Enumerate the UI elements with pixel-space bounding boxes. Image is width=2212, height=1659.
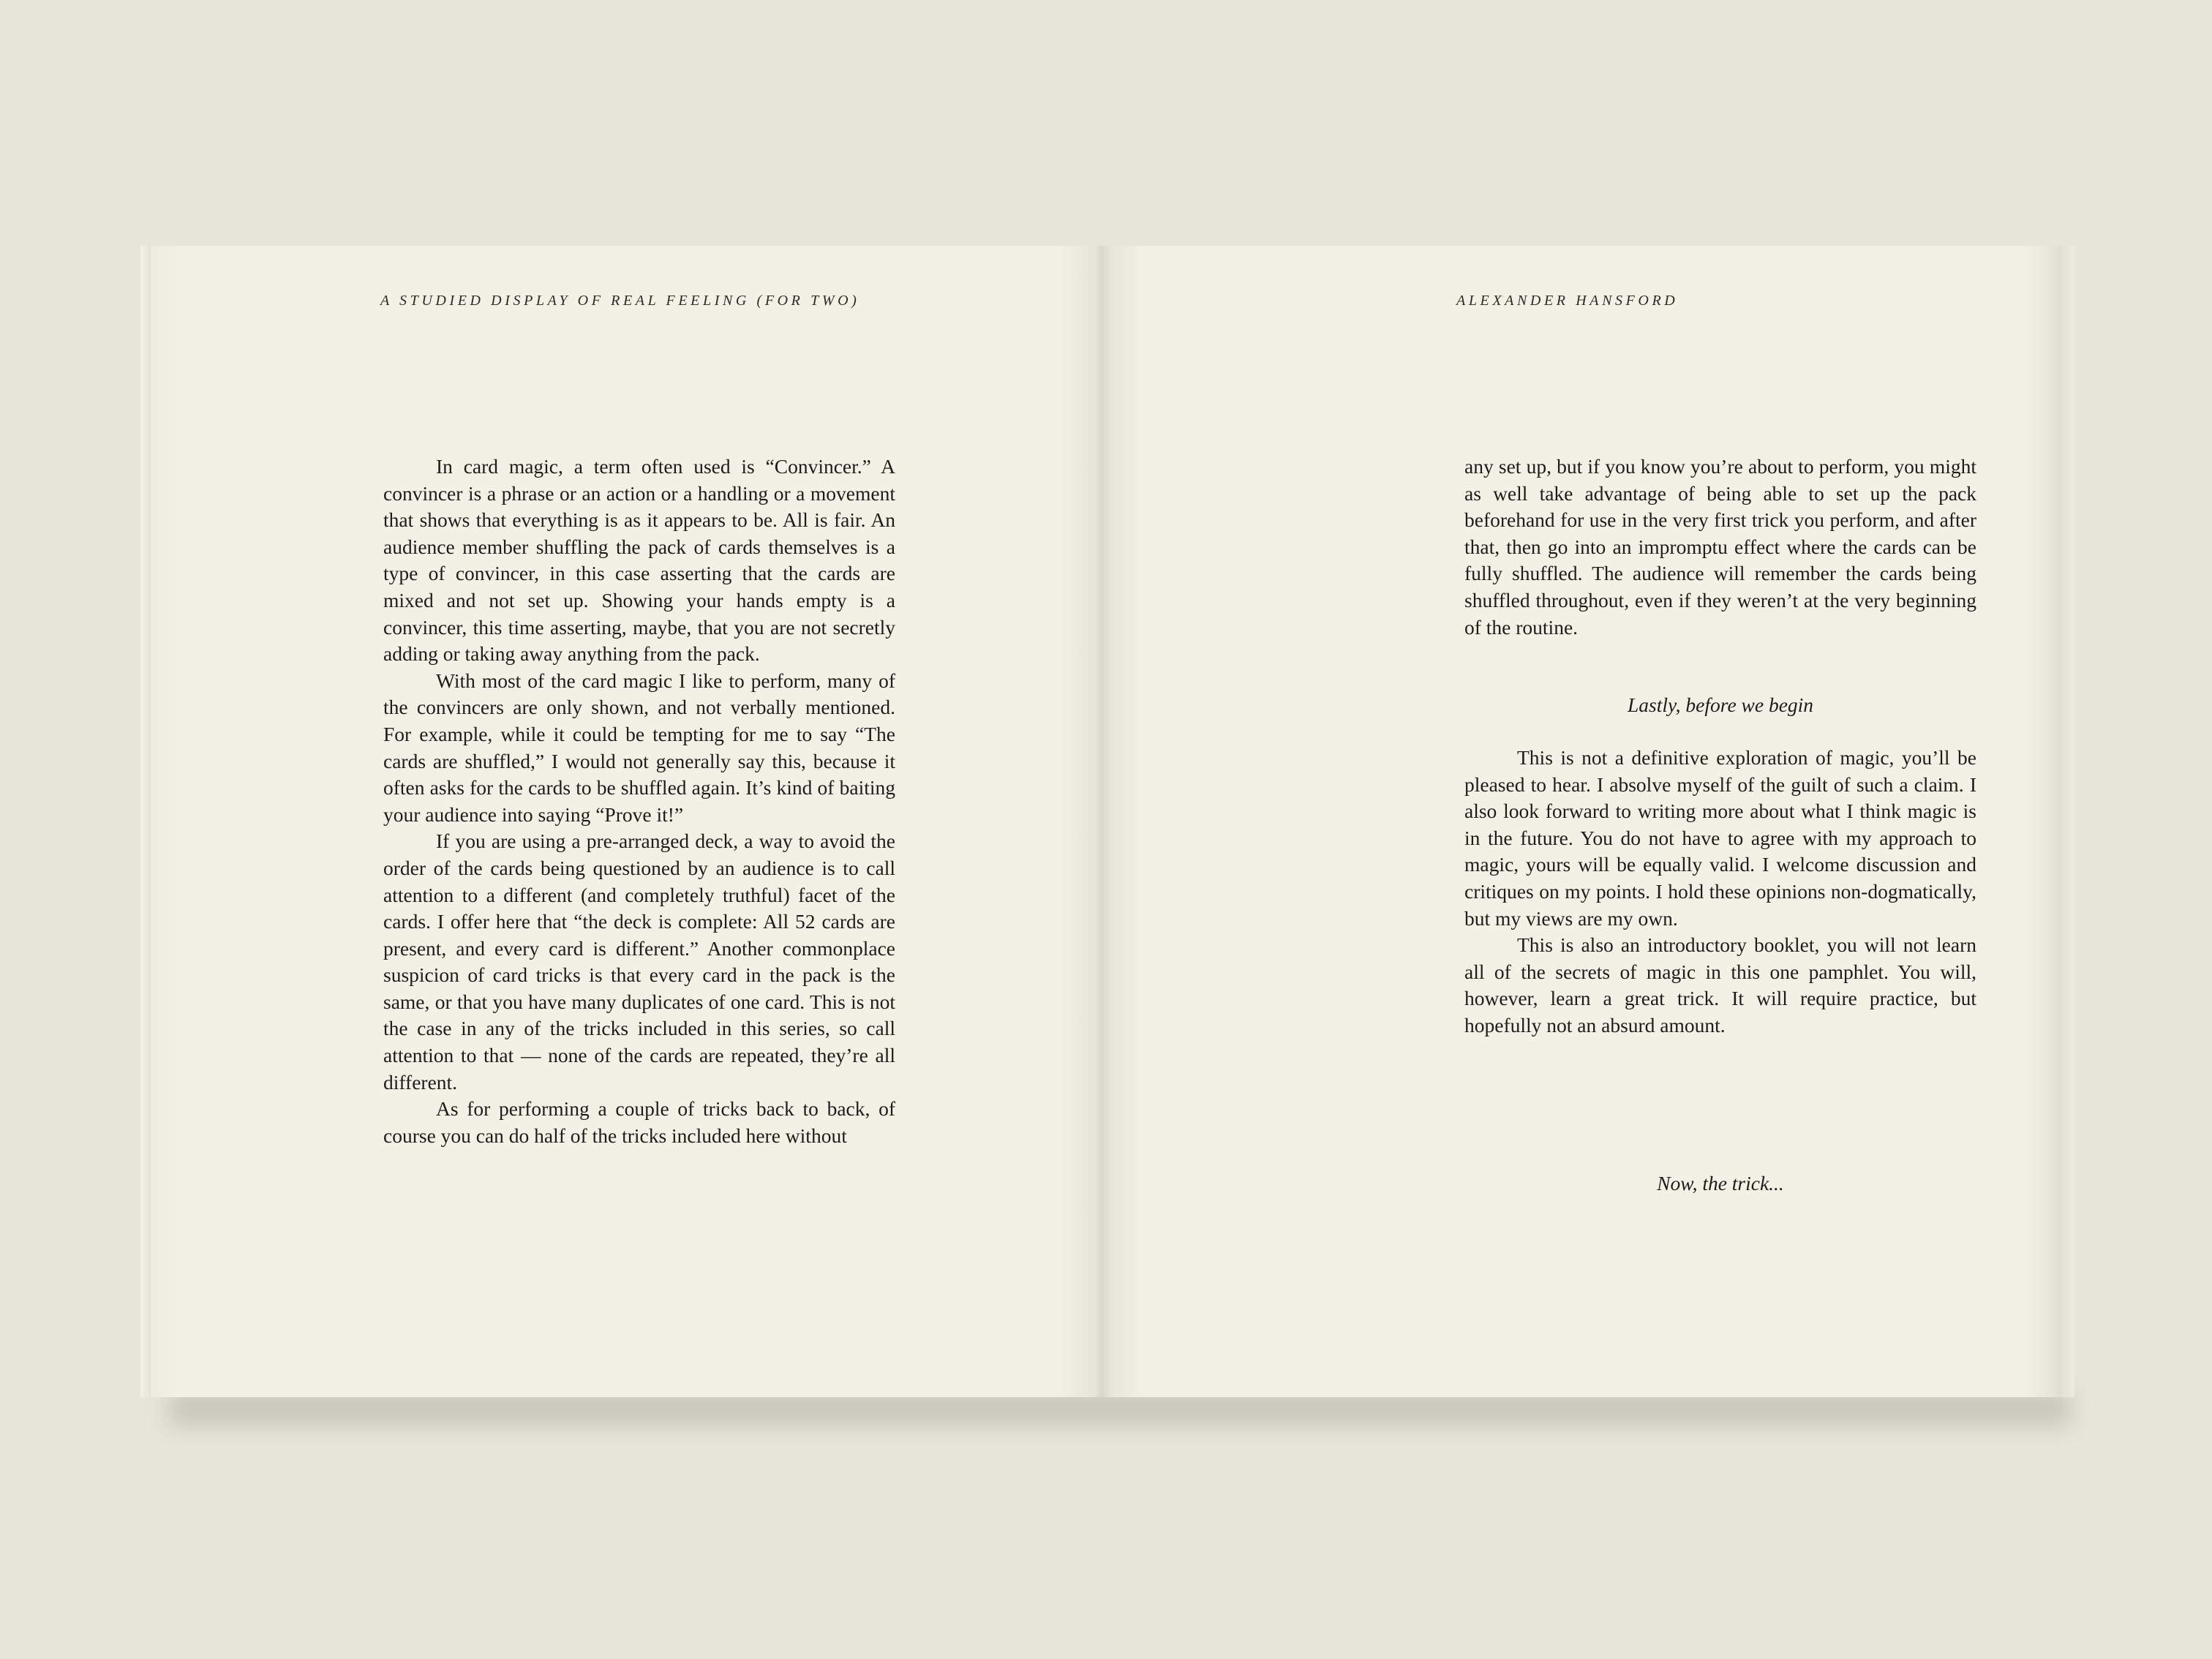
right-paragraph-1: This is not a definitive exploration of magic, you’ll be pleased to hear. I absolve myself of the guilt of such a claim. I also look forward to writing more about what I think magic is in the future. You do not have to agree with my approach to magic, yours will be equally valid. I welcome discussion and critiques on my points. I hold these opinions non-dogmatically, but my views are my own. — [1464, 746, 1976, 930]
left-page — [151, 246, 1102, 1397]
left-paragraph-1: In card magic, a term often used is “Convincer.” A convincer is a phrase or an action or a handling or a movement that shows that everything is as it appears to be. All is fair. An audience member shuffling the pack of cards themselves is a type of convincer, in this case asserting that the cards are mixed and not set up. Showing your hands empty is a convincer, this time asserting, maybe, that you are not secretly adding or taking away anything from the pack. — [383, 455, 895, 666]
section-heading: Lastly, before we begin — [1627, 693, 1814, 716]
left-paragraph-2: With most of the card magic I like to perform, many of the convincers are only shown, and not verbally mentioned. For example, while it could be tempting for me to say “The cards are shuffled,” I would not generally say this, because it often asks for the cards to be shuffled again. It’s kind of baiting your audience into saying “Prove it!” — [383, 669, 895, 826]
right-page-edge — [2058, 246, 2074, 1397]
right-running-head: ALEXANDER HANSFORD — [1456, 293, 1679, 309]
closing-line: Now, the trick... — [1657, 1172, 1784, 1195]
right-paragraph-2: This is also an introductory booklet, you will not learn all of the secrets of magic in this one pamphlet. You will, however, learn a great trick. It will require practice, but hopefully not an absurd amount. — [1464, 933, 1976, 1037]
right-continued-paragraph: any set up, but if you know you’re about to perform, you might as well take advantage of being able to set up the pack beforehand for use in the very first trick you perform, and after that, then go into an impromptu effect where the cards can be fully shuffled. The audience will remember the cards being shuffled throughout, even if they weren’t at the very beginning of the routine. — [1464, 455, 1976, 639]
right-body-text — [1464, 745, 1976, 1039]
left-page-edge — [140, 246, 151, 1397]
book-spread — [151, 246, 2058, 1397]
left-paragraph-4: As for performing a couple of tricks back to back, of course you can do half of the tricks included here without — [383, 1097, 895, 1147]
right-page — [1102, 246, 2058, 1397]
left-paragraph-3: If you are using a pre-arranged deck, a way to avoid the order of the cards being questioned by an audience is to call attention to a different (and completely truthful) facet of the cards. I offer here that “the deck is complete: All 52 cards are present, and every card is different.” Another commonplace suspicion of card tricks is that every card in the pack is the same, or that you have many duplicates of one card. This is not the case in any of the tricks included in this series, so call attention to that — none of the cards are repeated, they’re all different. — [383, 830, 895, 1094]
right-continued-text — [1464, 454, 1976, 641]
left-body-text — [383, 454, 895, 1149]
left-running-head: A STUDIED DISPLAY OF REAL FEELING (FOR TWO) — [380, 293, 860, 309]
